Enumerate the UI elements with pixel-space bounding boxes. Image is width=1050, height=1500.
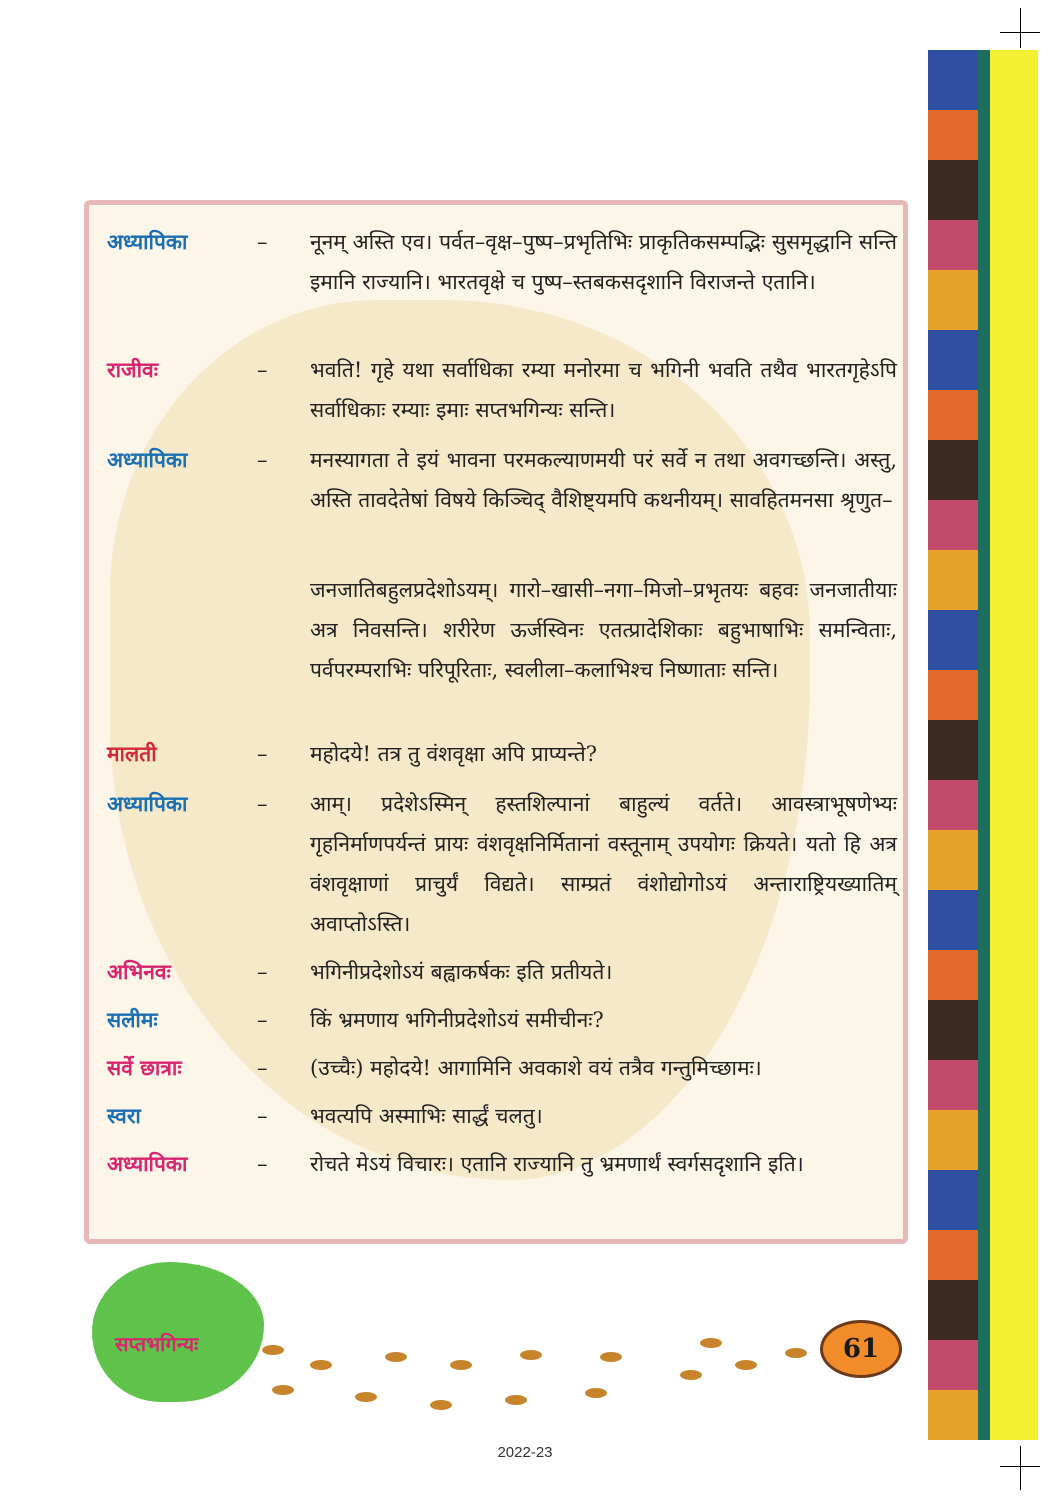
footprint-icon (450, 1360, 472, 1370)
crop-mark-bottom-h (1000, 1466, 1040, 1467)
dialogue-row (107, 1048, 897, 1088)
speech-text: महोदये! तत्र तु वंशवृक्षा अपि प्राप्यन्ते? (310, 742, 597, 766)
footprint-icon (680, 1370, 702, 1380)
speaker-name: अध्यापिका (107, 447, 188, 472)
dialogue-row (107, 350, 897, 430)
speaker-name: मालती (107, 741, 157, 766)
footprint-icon (430, 1400, 452, 1410)
dash-separator: – (257, 742, 268, 766)
footprint-icon (735, 1360, 757, 1370)
speaker-name: अध्यापिका (107, 229, 188, 254)
speech-text: भगिनीप्रदेशोऽयं बह्वाकर्षकः इति प्रतीयते। (310, 960, 613, 984)
footprint-icon (600, 1352, 622, 1362)
speech-text: किं भ्रमणाय भगिनीप्रदेशोऽयं समीचीनः? (310, 1008, 604, 1032)
dash-separator: – (257, 1008, 268, 1032)
dash-separator: – (257, 1056, 268, 1080)
dash-separator: – (257, 230, 268, 254)
dialogue-row (107, 440, 897, 560)
speech-text: नूनम् अस्ति एव। पर्वत–वृक्ष–पुष्प–प्रभृतिभिः प्राकृतिकसम्पद्भिः सुसमृद्धानि सन्ति इमानि राज्यानि। भारतवृक्षे च पुष्प–स्तबकसदृशानि विराजन्ते एतानि। (310, 230, 897, 294)
dialogue-row (107, 1096, 897, 1136)
dialogue-row (107, 784, 897, 944)
speech-text: (उच्चैः) महोदये! आगामिनि अवकाशे वयं तत्रैव गन्तुमिच्छामः। (310, 1056, 762, 1080)
speech-text: भवत्यपि अस्माभिः सार्द्धं चलतु। (310, 1104, 543, 1128)
speaker-name: अभिनवः (107, 959, 171, 984)
dialogue-row (107, 1000, 897, 1040)
footprint-icon (505, 1395, 527, 1405)
chapter-title: सप्तभगिन्यः (115, 1332, 199, 1356)
crop-mark-top-v (1020, 8, 1021, 48)
speaker-name: राजीवः (107, 357, 158, 382)
speech-text: आम्। प्रदेशेऽस्मिन् हस्तशिल्पानां बाहुल्यं वर्तते। आवस्त्राभूषणेभ्यः गृहनिर्माणपर्यन्तं प्रायः वंशवृक्षनिर्मितानां वस्तूनाम् उपयोगः क्रियते। यतो हि अत्र वंशवृक्षाणां प्राचुर्यं विद्यते। साम्प्रतं वंशोद्योगोऽयं अन्ताराष्ट्रियख्यातिम् अवाप्तोऽस्ति। (310, 792, 897, 936)
dialogue-row (107, 734, 897, 774)
crop-mark-top-h (1000, 32, 1040, 33)
dash-separator: – (257, 1152, 268, 1176)
dialogue-row (107, 222, 897, 342)
dash-separator: – (257, 1104, 268, 1128)
footprint-icon (355, 1392, 377, 1402)
page-number-badge (820, 1320, 902, 1378)
edition-year: 2022-23 (497, 1444, 553, 1461)
footprint-icon (272, 1385, 294, 1395)
dash-separator: – (257, 448, 268, 472)
footprint-icon (520, 1350, 542, 1360)
speaker-name: अध्यापिका (107, 1151, 188, 1176)
footprint-icon (385, 1352, 407, 1362)
page-number: 61 (842, 1334, 880, 1364)
speaker-name: अध्यापिका (107, 791, 188, 816)
footprint-icon (262, 1345, 284, 1355)
dialogue-row (107, 952, 897, 992)
info-paragraph: जनजातिबहुलप्रदेशोऽयम्। गारो–खासी–नगा–मिजो–प्रभृतयः बहवः जनजातीयाः अत्र निवसन्ति। शरीरेण ऊर्जस्विनः एतत्प्रादेशिकाः बहुभाषाभिः समन्विताः, पर्वपरम्पराभिः परिपूरिताः, स्वलीला–कलाभिश्च निष्णाताः सन्ति। (310, 578, 897, 682)
footprint-icon (310, 1360, 332, 1370)
decorative-side-stripe-yellow (990, 50, 1038, 1440)
speaker-name: सर्वे छात्राः (107, 1055, 182, 1080)
dialogue-row (107, 1144, 897, 1224)
speech-text: मनस्यागता ते इयं भावना परमकल्याणमयी परं सर्वे न तथा अवगच्छन्ति। अस्तु, अस्ति तावदेतेषां विषये किञ्चिद् वैशिष्ट्यमपि कथनीयम्। सावहितमनसा श्रृणुत– (310, 448, 897, 512)
dash-separator: – (257, 358, 268, 382)
speech-text: भवति! गृहे यथा सर्वाधिका रम्या मनोरमा च भगिनी भवति तथैव भारतगृहेऽपि सर्वाधिकाः रम्याः इमाः सप्तभगिन्यः सन्ति। (310, 358, 897, 422)
footprint-icon (700, 1338, 722, 1348)
speaker-name: सलीमः (107, 1007, 158, 1032)
speech-text: रोचते मेऽयं विचारः। एतानि राज्यानि तु भ्रमणार्थं स्वर्गसदृशानि इति। (310, 1152, 804, 1176)
speaker-name: स्वरा (107, 1103, 141, 1128)
footprint-icon (785, 1348, 807, 1358)
dash-separator: – (257, 960, 268, 984)
dash-separator: – (257, 792, 268, 816)
footprint-icon (585, 1388, 607, 1398)
